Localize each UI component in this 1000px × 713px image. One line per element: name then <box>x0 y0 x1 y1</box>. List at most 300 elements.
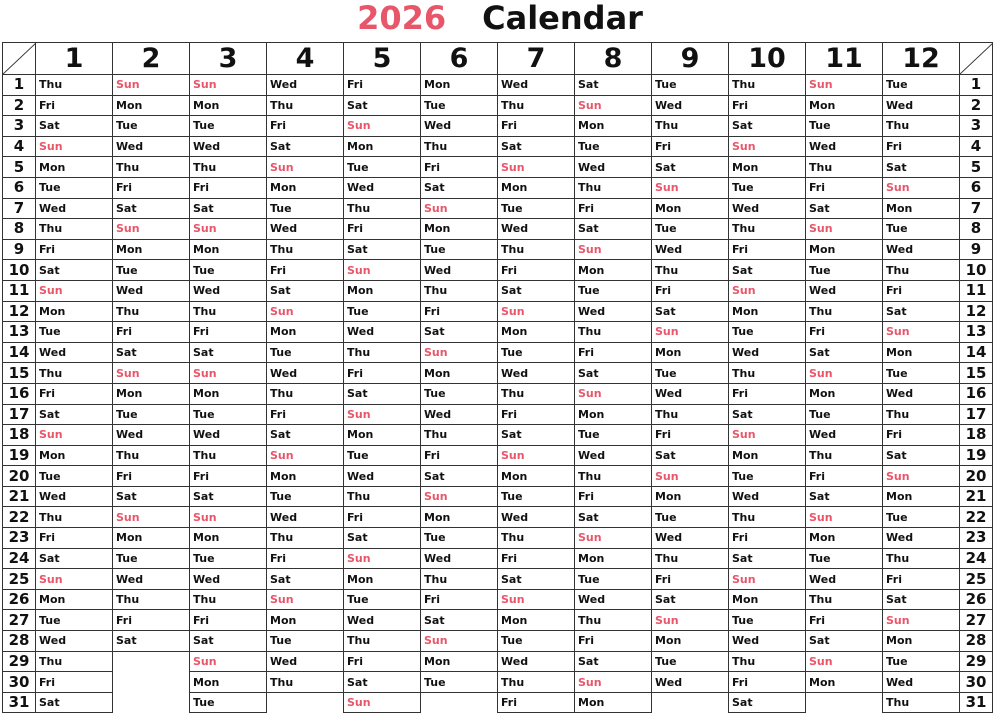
day-row <box>3 116 993 137</box>
day-row <box>3 466 993 487</box>
weekday-cell: Tue <box>190 116 267 137</box>
weekday-cell: Wed <box>190 280 267 301</box>
weekday-cell: Tue <box>806 404 883 425</box>
weekday-cell: Sun <box>498 301 575 322</box>
weekday-cell: Sun <box>421 342 498 363</box>
weekday-cell: Wed <box>267 219 344 240</box>
weekday-cell: Tue <box>498 198 575 219</box>
weekday-cell: Sun <box>575 672 652 693</box>
day-number: 29 <box>3 651 36 672</box>
weekday-cell: Sun <box>344 404 421 425</box>
weekday-cell: Sun <box>190 75 267 96</box>
weekday-cell: Sat <box>498 136 575 157</box>
weekday-cell: Tue <box>267 631 344 652</box>
weekday-cell: Tue <box>652 75 729 96</box>
weekday-cell: Thu <box>883 260 960 281</box>
weekday-cell: Tue <box>883 363 960 384</box>
day-number: 24 <box>960 548 993 569</box>
day-number: 15 <box>3 363 36 384</box>
day-row <box>3 95 993 116</box>
month-header: 11 <box>806 43 883 75</box>
day-number: 3 <box>960 116 993 137</box>
empty-cell <box>421 692 498 713</box>
title-year: 2026 <box>357 0 447 37</box>
weekday-cell: Mon <box>36 157 113 178</box>
day-number: 31 <box>3 692 36 713</box>
weekday-cell: Fri <box>806 177 883 198</box>
weekday-cell: Thu <box>267 528 344 549</box>
weekday-cell: Tue <box>652 219 729 240</box>
weekday-cell: Mon <box>190 95 267 116</box>
weekday-cell: Sat <box>344 239 421 260</box>
weekday-cell: Mon <box>113 95 190 116</box>
weekday-cell: Fri <box>36 672 113 693</box>
weekday-cell: Mon <box>190 239 267 260</box>
day-row <box>3 239 993 260</box>
weekday-cell: Mon <box>575 116 652 137</box>
corner-cell <box>960 43 993 75</box>
weekday-cell: Fri <box>652 136 729 157</box>
weekday-cell: Fri <box>36 528 113 549</box>
weekday-cell: Wed <box>652 528 729 549</box>
weekday-cell: Tue <box>652 363 729 384</box>
day-number: 10 <box>960 260 993 281</box>
calendar-title <box>0 0 1000 40</box>
weekday-cell: Sat <box>729 548 806 569</box>
weekday-cell: Wed <box>883 95 960 116</box>
weekday-cell: Mon <box>267 177 344 198</box>
day-row <box>3 692 993 713</box>
weekday-cell: Tue <box>113 404 190 425</box>
weekday-cell: Sun <box>498 589 575 610</box>
weekday-cell: Tue <box>190 692 267 713</box>
weekday-cell: Tue <box>113 548 190 569</box>
weekday-cell: Sat <box>806 631 883 652</box>
weekday-cell: Wed <box>421 116 498 137</box>
weekday-cell: Sat <box>883 445 960 466</box>
weekday-cell: Fri <box>344 363 421 384</box>
weekday-cell: Thu <box>36 219 113 240</box>
day-number: 9 <box>3 239 36 260</box>
month-header: 7 <box>498 43 575 75</box>
month-header: 6 <box>421 43 498 75</box>
weekday-cell: Sat <box>652 589 729 610</box>
weekday-cell: Sun <box>421 486 498 507</box>
weekday-cell: Tue <box>729 466 806 487</box>
weekday-cell: Mon <box>575 404 652 425</box>
weekday-cell: Thu <box>267 95 344 116</box>
empty-cell <box>113 692 190 713</box>
weekday-cell: Fri <box>36 95 113 116</box>
weekday-cell: Mon <box>883 631 960 652</box>
weekday-cell: Sat <box>344 528 421 549</box>
weekday-cell: Fri <box>36 383 113 404</box>
weekday-cell: Thu <box>113 301 190 322</box>
day-number: 7 <box>3 198 36 219</box>
weekday-cell: Thu <box>267 672 344 693</box>
day-number: 11 <box>3 280 36 301</box>
weekday-cell: Thu <box>344 342 421 363</box>
weekday-cell: Sat <box>267 425 344 446</box>
month-header: 9 <box>652 43 729 75</box>
weekday-cell: Sat <box>575 507 652 528</box>
weekday-cell: Sun <box>113 363 190 384</box>
weekday-cell: Mon <box>190 528 267 549</box>
weekday-cell: Thu <box>729 219 806 240</box>
weekday-cell: Tue <box>267 342 344 363</box>
day-row <box>3 589 993 610</box>
weekday-cell: Sat <box>498 569 575 590</box>
weekday-cell: Sat <box>806 486 883 507</box>
weekday-cell: Thu <box>113 157 190 178</box>
weekday-cell: Sun <box>498 445 575 466</box>
weekday-cell: Thu <box>652 404 729 425</box>
day-row <box>3 75 993 96</box>
weekday-cell: Sun <box>806 507 883 528</box>
day-number: 25 <box>3 569 36 590</box>
weekday-cell: Sun <box>190 507 267 528</box>
weekday-cell: Sat <box>344 672 421 693</box>
weekday-cell: Tue <box>498 486 575 507</box>
weekday-cell: Thu <box>729 75 806 96</box>
weekday-cell: Thu <box>575 322 652 343</box>
weekday-cell: Wed <box>729 198 806 219</box>
weekday-cell: Sun <box>344 116 421 137</box>
weekday-cell: Wed <box>806 280 883 301</box>
weekday-cell: Thu <box>498 95 575 116</box>
day-row <box>3 404 993 425</box>
day-number: 3 <box>3 116 36 137</box>
day-row <box>3 610 993 631</box>
day-row <box>3 280 993 301</box>
day-row <box>3 507 993 528</box>
weekday-cell: Tue <box>575 280 652 301</box>
day-number: 9 <box>960 239 993 260</box>
weekday-cell: Mon <box>652 342 729 363</box>
weekday-cell: Tue <box>575 136 652 157</box>
weekday-cell: Fri <box>190 610 267 631</box>
weekday-cell: Mon <box>652 486 729 507</box>
day-row <box>3 198 993 219</box>
weekday-cell: Sun <box>575 528 652 549</box>
weekday-cell: Sun <box>652 177 729 198</box>
weekday-cell: Wed <box>652 95 729 116</box>
weekday-cell: Tue <box>652 651 729 672</box>
weekday-cell: Thu <box>421 136 498 157</box>
weekday-cell: Fri <box>421 301 498 322</box>
day-row <box>3 651 993 672</box>
weekday-cell: Mon <box>421 363 498 384</box>
weekday-cell: Sun <box>344 692 421 713</box>
weekday-cell: Fri <box>113 177 190 198</box>
day-row <box>3 548 993 569</box>
weekday-cell: Sun <box>113 75 190 96</box>
weekday-cell: Thu <box>421 425 498 446</box>
weekday-cell: Sun <box>344 548 421 569</box>
weekday-cell: Sun <box>806 651 883 672</box>
weekday-cell: Sat <box>190 342 267 363</box>
weekday-cell: Tue <box>883 219 960 240</box>
weekday-cell: Mon <box>36 301 113 322</box>
weekday-cell: Sat <box>267 569 344 590</box>
weekday-cell: Fri <box>113 610 190 631</box>
weekday-cell: Wed <box>575 157 652 178</box>
weekday-cell: Fri <box>729 95 806 116</box>
weekday-cell: Mon <box>575 548 652 569</box>
weekday-cell: Mon <box>190 383 267 404</box>
day-row <box>3 363 993 384</box>
weekday-cell: Thu <box>344 198 421 219</box>
weekday-cell: Sun <box>575 95 652 116</box>
weekday-cell: Thu <box>498 672 575 693</box>
weekday-cell: Thu <box>883 692 960 713</box>
weekday-cell: Fri <box>729 239 806 260</box>
title-word: Calendar <box>482 0 643 37</box>
weekday-cell: Sat <box>36 116 113 137</box>
weekday-cell: Wed <box>267 651 344 672</box>
day-number: 13 <box>960 322 993 343</box>
weekday-cell: Thu <box>575 177 652 198</box>
month-header: 3 <box>190 43 267 75</box>
weekday-cell: Mon <box>498 177 575 198</box>
weekday-cell: Sat <box>806 342 883 363</box>
weekday-cell: Sun <box>806 219 883 240</box>
weekday-cell: Wed <box>267 507 344 528</box>
weekday-cell: Wed <box>36 342 113 363</box>
weekday-cell: Mon <box>806 95 883 116</box>
weekday-cell: Sat <box>498 280 575 301</box>
day-number: 21 <box>3 486 36 507</box>
weekday-cell: Sat <box>883 301 960 322</box>
weekday-cell: Tue <box>806 548 883 569</box>
weekday-cell: Tue <box>421 95 498 116</box>
weekday-cell: Sun <box>36 280 113 301</box>
weekday-cell: Sat <box>113 342 190 363</box>
weekday-cell: Sun <box>729 569 806 590</box>
day-number: 6 <box>960 177 993 198</box>
weekday-cell: Wed <box>806 569 883 590</box>
weekday-cell: Wed <box>344 322 421 343</box>
weekday-cell: Mon <box>883 486 960 507</box>
weekday-cell: Fri <box>498 692 575 713</box>
weekday-cell: Sun <box>113 219 190 240</box>
weekday-cell: Wed <box>498 75 575 96</box>
weekday-cell: Mon <box>575 692 652 713</box>
weekday-cell: Thu <box>729 651 806 672</box>
weekday-cell: Fri <box>190 322 267 343</box>
day-row <box>3 322 993 343</box>
weekday-cell: Fri <box>344 75 421 96</box>
weekday-cell: Sun <box>36 569 113 590</box>
weekday-cell: Thu <box>344 486 421 507</box>
empty-cell <box>267 692 344 713</box>
weekday-cell: Sat <box>344 95 421 116</box>
month-header: 4 <box>267 43 344 75</box>
weekday-cell: Wed <box>36 198 113 219</box>
weekday-cell: Wed <box>575 301 652 322</box>
weekday-cell: Sun <box>267 157 344 178</box>
weekday-cell: Thu <box>575 466 652 487</box>
weekday-cell: Wed <box>421 260 498 281</box>
weekday-cell: Wed <box>883 383 960 404</box>
weekday-cell: Thu <box>498 383 575 404</box>
day-number: 13 <box>3 322 36 343</box>
weekday-cell: Sat <box>575 75 652 96</box>
weekday-cell: Tue <box>113 116 190 137</box>
weekday-cell: Fri <box>498 404 575 425</box>
day-number: 20 <box>960 466 993 487</box>
weekday-cell: Sat <box>267 136 344 157</box>
weekday-cell: Wed <box>36 631 113 652</box>
weekday-cell: Wed <box>883 528 960 549</box>
weekday-cell: Tue <box>421 239 498 260</box>
weekday-cell: Tue <box>421 528 498 549</box>
weekday-cell: Wed <box>729 342 806 363</box>
weekday-cell: Tue <box>267 486 344 507</box>
weekday-cell: Fri <box>267 548 344 569</box>
weekday-cell: Thu <box>806 445 883 466</box>
weekday-cell: Sat <box>421 610 498 631</box>
day-row <box>3 445 993 466</box>
day-number: 28 <box>960 631 993 652</box>
month-header: 12 <box>883 43 960 75</box>
weekday-cell: Tue <box>498 342 575 363</box>
day-number: 10 <box>3 260 36 281</box>
weekday-cell: Wed <box>113 136 190 157</box>
weekday-cell: Tue <box>806 116 883 137</box>
weekday-cell: Mon <box>652 198 729 219</box>
weekday-cell: Sun <box>36 136 113 157</box>
weekday-cell: Wed <box>113 569 190 590</box>
weekday-cell: Fri <box>190 466 267 487</box>
day-row <box>3 342 993 363</box>
weekday-cell: Fri <box>806 466 883 487</box>
weekday-cell: Tue <box>344 301 421 322</box>
weekday-cell: Thu <box>36 363 113 384</box>
weekday-cell: Mon <box>806 383 883 404</box>
weekday-cell: Mon <box>883 198 960 219</box>
weekday-cell: Sun <box>267 589 344 610</box>
weekday-cell: Sat <box>652 301 729 322</box>
day-number: 22 <box>960 507 993 528</box>
weekday-cell: Wed <box>190 136 267 157</box>
weekday-cell: Wed <box>421 404 498 425</box>
weekday-cell: Wed <box>498 507 575 528</box>
weekday-cell: Mon <box>421 651 498 672</box>
weekday-cell: Sat <box>36 404 113 425</box>
weekday-cell: Sat <box>498 425 575 446</box>
weekday-cell: Fri <box>421 589 498 610</box>
month-header: 8 <box>575 43 652 75</box>
weekday-cell: Sat <box>36 548 113 569</box>
weekday-cell: Sun <box>190 219 267 240</box>
weekday-cell: Wed <box>498 363 575 384</box>
weekday-cell: Sat <box>190 198 267 219</box>
weekday-cell: Sat <box>575 363 652 384</box>
weekday-cell: Fri <box>883 425 960 446</box>
weekday-cell: Sat <box>113 198 190 219</box>
weekday-cell: Mon <box>806 672 883 693</box>
weekday-cell: Sat <box>113 486 190 507</box>
weekday-cell: Wed <box>883 672 960 693</box>
day-number: 12 <box>3 301 36 322</box>
weekday-cell: Sun <box>113 507 190 528</box>
day-number: 14 <box>960 342 993 363</box>
weekday-cell: Sat <box>421 322 498 343</box>
weekday-cell: Thu <box>267 383 344 404</box>
weekday-cell: Wed <box>267 75 344 96</box>
weekday-cell: Fri <box>344 219 421 240</box>
day-number: 31 <box>960 692 993 713</box>
weekday-cell: Sat <box>36 260 113 281</box>
weekday-cell: Mon <box>344 136 421 157</box>
weekday-cell: Thu <box>344 631 421 652</box>
weekday-cell: Thu <box>190 445 267 466</box>
weekday-cell: Mon <box>729 589 806 610</box>
weekday-cell: Fri <box>113 466 190 487</box>
weekday-cell: Fri <box>652 569 729 590</box>
weekday-cell: Fri <box>883 569 960 590</box>
weekday-cell: Thu <box>652 548 729 569</box>
weekday-cell: Sat <box>652 157 729 178</box>
weekday-cell: Tue <box>883 75 960 96</box>
calendar-body <box>3 75 993 713</box>
day-row <box>3 301 993 322</box>
weekday-cell: Wed <box>498 651 575 672</box>
weekday-cell: Thu <box>729 507 806 528</box>
weekday-cell: Tue <box>36 610 113 631</box>
weekday-cell: Mon <box>652 631 729 652</box>
weekday-cell: Fri <box>498 116 575 137</box>
weekday-cell: Mon <box>344 569 421 590</box>
weekday-cell: Thu <box>421 569 498 590</box>
weekday-cell: Fri <box>267 404 344 425</box>
weekday-cell: Tue <box>190 404 267 425</box>
weekday-cell: Wed <box>36 486 113 507</box>
weekday-cell: Fri <box>883 280 960 301</box>
weekday-cell: Sat <box>344 383 421 404</box>
weekday-cell: Wed <box>652 239 729 260</box>
day-number: 18 <box>960 425 993 446</box>
weekday-cell: Tue <box>344 445 421 466</box>
weekday-cell: Wed <box>190 569 267 590</box>
weekday-cell: Wed <box>113 280 190 301</box>
day-number: 1 <box>3 75 36 96</box>
weekday-cell: Sun <box>883 610 960 631</box>
empty-cell <box>806 692 883 713</box>
day-number: 27 <box>960 610 993 631</box>
weekday-cell: Tue <box>421 383 498 404</box>
day-number: 21 <box>960 486 993 507</box>
day-number: 23 <box>3 528 36 549</box>
weekday-cell: Wed <box>190 425 267 446</box>
weekday-cell: Thu <box>421 280 498 301</box>
weekday-cell: Tue <box>498 631 575 652</box>
weekday-cell: Wed <box>344 177 421 198</box>
weekday-cell: Wed <box>652 672 729 693</box>
day-row <box>3 672 993 693</box>
weekday-cell: Fri <box>498 260 575 281</box>
corner-diagonal <box>960 43 993 74</box>
day-row <box>3 383 993 404</box>
weekday-cell: Wed <box>267 363 344 384</box>
weekday-cell: Thu <box>498 239 575 260</box>
weekday-cell: Thu <box>36 651 113 672</box>
weekday-cell: Fri <box>344 507 421 528</box>
weekday-cell: Fri <box>421 445 498 466</box>
month-header-row <box>3 43 993 75</box>
weekday-cell: Thu <box>36 75 113 96</box>
